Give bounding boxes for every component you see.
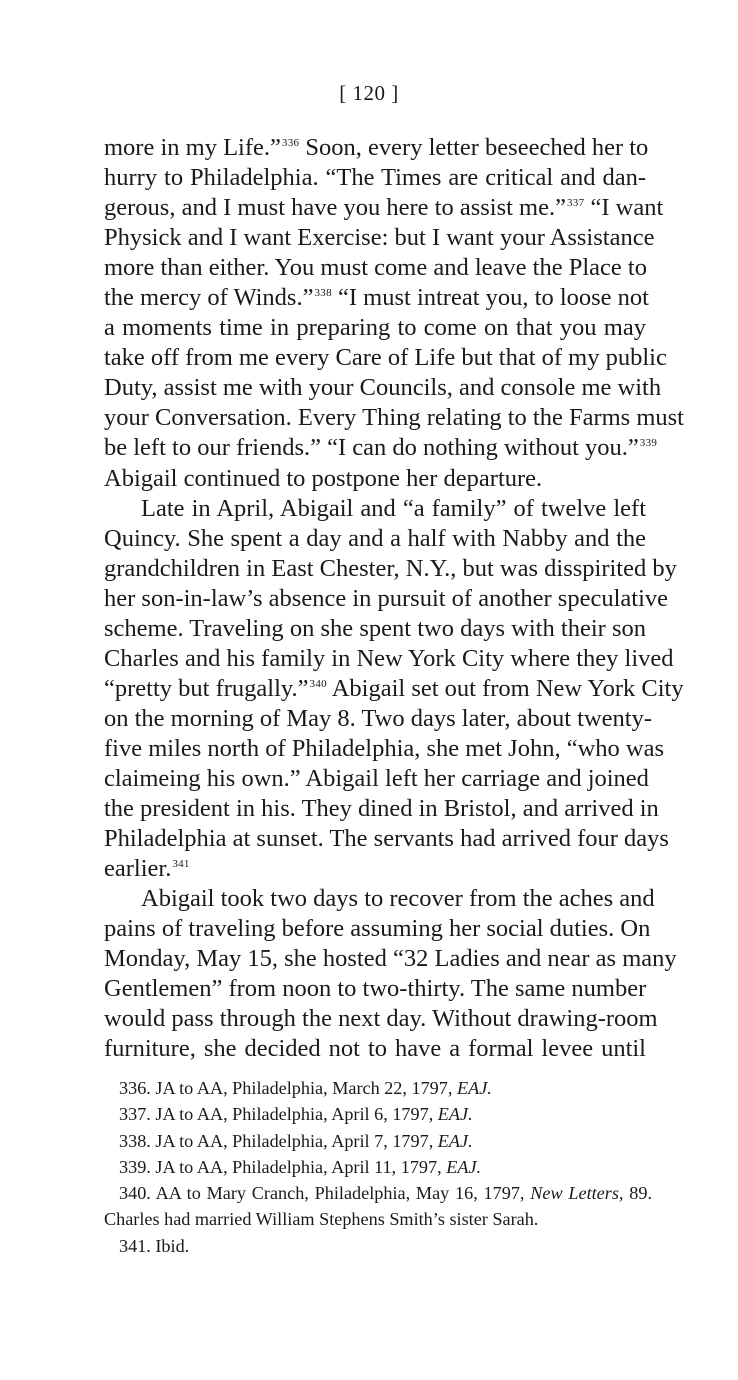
footnote-text: 338. JA to AA, Philadelphia, April 7, 1797,	[119, 1130, 438, 1151]
text-line	[104, 854, 646, 884]
text-segment: Duty, assist me with your Councils, and console me with	[104, 374, 662, 402]
text-segment: a moments time in preparing to come on that you may	[104, 314, 646, 342]
text-segment: Soon, every letter beseeched her to	[299, 134, 649, 161]
citation-title: EAJ.	[446, 1156, 482, 1177]
text-segment: gerous, and I must have you here to assist me.”	[104, 194, 566, 222]
body-text	[104, 133, 684, 1064]
footnotes	[104, 1075, 652, 1259]
text-line	[104, 884, 655, 914]
footnote-line	[104, 1075, 652, 1101]
text-segment: more than either. You must come and leave the Place to	[104, 254, 647, 282]
footnote-marker: 341	[172, 858, 190, 871]
paragraph	[104, 133, 684, 494]
footnote-marker: 340	[309, 677, 327, 690]
text-line	[104, 313, 646, 343]
text-segment: “I must intreat you, to loose not	[331, 284, 649, 312]
citation-title: EAJ.	[456, 1078, 492, 1098]
text-segment: Physick and I want Exercise: but I want your Assistance	[104, 224, 655, 252]
text-segment: take off from me every Care of Life but that of my public	[104, 344, 667, 372]
text-line	[104, 253, 646, 283]
footnote-marker: 337	[566, 197, 585, 210]
footnote-line	[104, 1154, 652, 1180]
text-line	[104, 554, 677, 584]
text-segment: Abigail set out from New York City	[326, 674, 684, 702]
text-line	[104, 914, 651, 944]
text-line	[104, 764, 649, 794]
text-line	[104, 133, 649, 163]
text-line	[104, 343, 667, 373]
footnote-text: 89.	[623, 1183, 652, 1204]
footnote	[104, 1101, 652, 1127]
text-segment: “pretty but frugally.”	[104, 674, 309, 702]
footnote-marker: 336	[281, 137, 300, 149]
footnote-marker: 339	[639, 437, 658, 450]
text-segment: Late in April, Abigail and “a family” of twelve left	[141, 494, 646, 522]
citation-title: EAJ.	[437, 1104, 473, 1125]
paragraph	[104, 494, 684, 885]
text-segment: grandchildren in East Chester, N.Y., but was disspirited by	[104, 554, 677, 582]
text-line	[104, 824, 669, 854]
text-segment: furniture, she decided not to have a formal levee until	[104, 1035, 646, 1063]
page-number: [ 120 ]	[339, 81, 399, 105]
text-segment: the president in his. They dined in Bristol, and arrived in	[104, 795, 659, 823]
text-segment: Monday, May 15, she hosted “32 Ladies and near as many	[104, 945, 677, 973]
citation-title: New Letters,	[530, 1183, 624, 1204]
text-line	[104, 974, 646, 1004]
text-segment: Quincy. She spent a day and a half with Nabby and the	[104, 524, 646, 552]
text-segment: earlier.	[104, 855, 172, 883]
text-segment: Philadelphia at sunset. The servants had arrived four days	[104, 825, 669, 853]
footnote-marker: 338	[314, 287, 332, 300]
text-line	[104, 944, 677, 974]
text-segment: hurry to Philadelphia. “The Times are critical and dan-	[104, 164, 646, 192]
text-line	[104, 704, 652, 734]
footnote-line	[104, 1180, 652, 1206]
text-line	[104, 373, 662, 403]
paragraph	[104, 884, 677, 1064]
text-line	[104, 163, 646, 193]
text-segment: on the morning of May 8. Two days later, about twenty-	[104, 704, 652, 732]
footnote-text: 336. JA to AA, Philadelphia, March 22, 1797,	[119, 1078, 457, 1098]
citation-title: EAJ.	[437, 1130, 473, 1151]
text-line	[104, 433, 658, 463]
text-line	[104, 494, 646, 524]
text-segment: would pass through the next day. Without drawing-room	[104, 1005, 658, 1033]
text-line	[104, 734, 664, 764]
text-segment: Gentlemen” from noon to two-thirty. The same number	[104, 975, 647, 1003]
text-segment: “I want	[584, 194, 664, 222]
text-line	[104, 674, 684, 704]
text-segment: five miles north of Philadelphia, she met John, “who was	[104, 734, 664, 762]
footnote-text: 340. AA to Mary Cranch, Philadelphia, May 16, 1797,	[119, 1183, 531, 1204]
footnote-text: Charles had married William Stephens Smith’s sister Sarah.	[104, 1209, 539, 1230]
text-segment: your Conversation. Every Thing relating to the Farms must	[104, 404, 684, 432]
footnote-text: 337. JA to AA, Philadelphia, April 6, 1797,	[119, 1104, 438, 1125]
footnote	[104, 1154, 652, 1180]
footnote	[104, 1075, 652, 1101]
text-line	[104, 584, 669, 614]
footnote	[104, 1180, 652, 1233]
footnote-text: 341. Ibid.	[119, 1235, 190, 1256]
text-line	[104, 1034, 646, 1064]
footnote-text: 339. JA to AA, Philadelphia, April 11, 1797,	[119, 1156, 447, 1177]
footnote-line	[104, 1101, 652, 1127]
footnote-line	[104, 1206, 652, 1232]
text-line	[104, 524, 646, 554]
text-line	[104, 283, 649, 313]
text-segment: claimeing his own.” Abigail left her carriage and joined	[104, 764, 649, 792]
text-segment: more in my Life.”	[104, 134, 281, 161]
text-segment: Abigail continued to postpone her departure.	[104, 464, 543, 492]
text-segment: scheme. Traveling on she spent two days with their son	[104, 614, 646, 642]
text-line	[104, 644, 674, 674]
footnote-line	[104, 1128, 652, 1154]
text-line	[104, 223, 655, 253]
text-line	[104, 794, 659, 824]
footnote-line	[104, 1233, 652, 1259]
text-segment: pains of traveling before assuming her social duties. On	[104, 915, 651, 943]
text-line	[104, 464, 646, 494]
footnote	[104, 1128, 652, 1154]
text-segment: be left to our friends.” “I can do nothing without you.”	[104, 434, 639, 462]
text-segment: her son-in-law’s absence in pursuit of another speculative	[104, 584, 669, 612]
text-line	[104, 614, 646, 644]
text-segment: Abigail took two days to recover from the aches and	[141, 885, 655, 913]
footnote	[104, 1233, 652, 1259]
text-line	[104, 193, 664, 223]
text-segment: the mercy of Winds.”	[104, 284, 314, 312]
text-line	[104, 403, 684, 433]
text-segment: Charles and his family in New York City where they lived	[104, 644, 674, 672]
text-line	[104, 1004, 658, 1034]
